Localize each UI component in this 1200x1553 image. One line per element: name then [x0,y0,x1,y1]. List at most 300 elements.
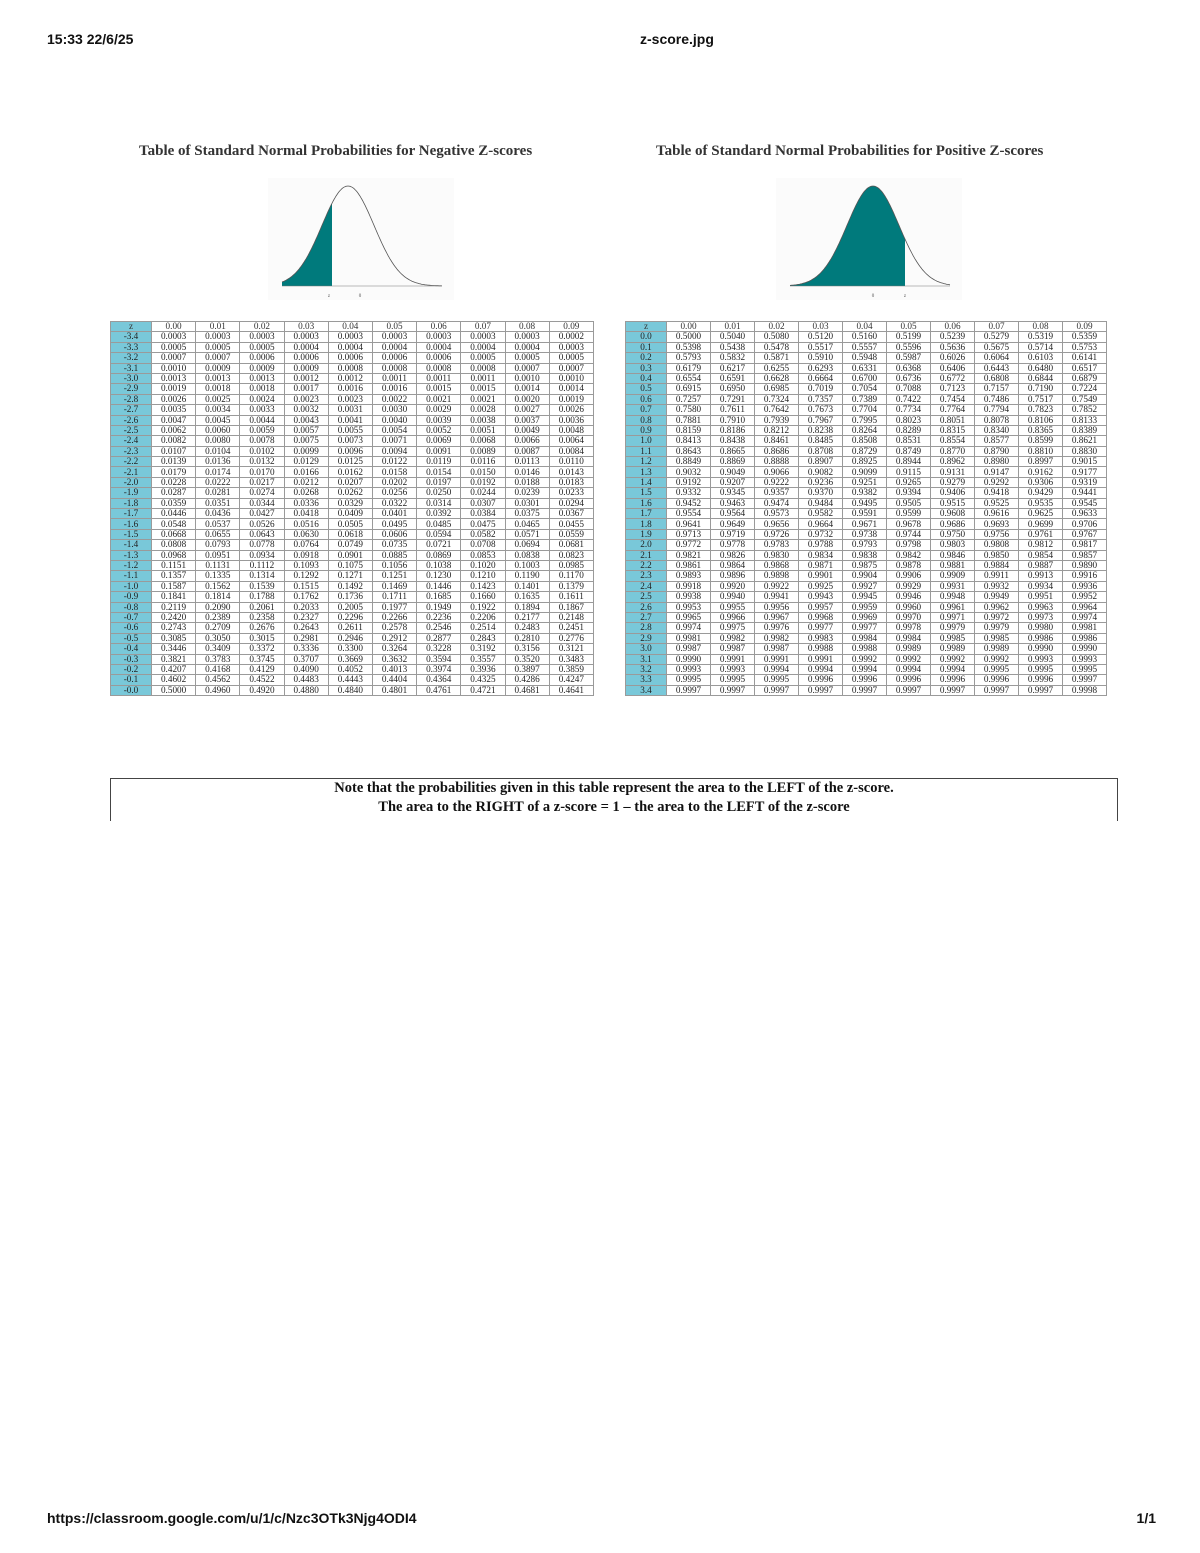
probability-cell: 0.0031 [328,405,372,415]
z-value-cell: 1.1 [626,446,667,456]
probability-cell: 0.0009 [196,363,240,373]
probability-cell: 0.8749 [887,446,931,456]
probability-cell: 0.0217 [240,477,284,487]
probability-cell: 0.9961 [931,602,975,612]
probability-cell: 0.0068 [461,436,505,446]
probability-cell: 0.9591 [843,509,887,519]
z-value-cell: 2.5 [626,592,667,602]
probability-cell: 0.9911 [975,571,1019,581]
probability-cell: 0.9306 [1019,477,1063,487]
probability-cell: 0.5319 [1019,332,1063,342]
probability-cell: 0.9987 [667,644,711,654]
z-value-cell: 0.6 [626,394,667,404]
probability-cell: 0.9988 [799,644,843,654]
probability-cell: 0.0003 [328,332,372,342]
z-value-cell: -3.0 [111,373,152,383]
probability-cell: 0.0110 [549,457,593,467]
probability-cell: 0.9990 [667,654,711,664]
probability-cell: 0.0239 [505,488,549,498]
probability-cell: 0.9987 [711,644,755,654]
probability-cell: 0.3015 [240,633,284,643]
z-value-cell: -3.1 [111,363,152,373]
probability-cell: 0.9976 [755,623,799,633]
probability-cell: 0.9884 [975,560,1019,570]
probability-cell: 0.2119 [152,602,196,612]
probability-cell: 0.9992 [931,654,975,664]
probability-cell: 0.2033 [284,602,328,612]
probability-cell: 0.6808 [975,373,1019,383]
probability-cell: 0.4286 [505,675,549,685]
table-row [626,675,1107,685]
probability-cell: 0.0721 [417,540,461,550]
probability-cell: 0.2296 [328,612,372,622]
probability-cell: 0.9896 [711,571,755,581]
probability-cell: 0.0003 [461,332,505,342]
probability-cell: 0.9812 [1019,540,1063,550]
probability-cell: 0.9997 [843,685,887,695]
probability-cell: 0.0446 [152,509,196,519]
probability-cell: 0.0192 [461,477,505,487]
probability-cell: 0.1003 [505,560,549,570]
z-value-cell: 3.4 [626,685,667,695]
probability-cell: 0.0064 [549,436,593,446]
probability-cell: 0.0087 [505,446,549,456]
probability-cell: 0.9798 [887,540,931,550]
probability-cell: 0.9750 [931,529,975,539]
probability-cell: 0.9370 [799,488,843,498]
probability-cell: 0.9678 [887,519,931,529]
z-value-cell: -1.9 [111,488,152,498]
probability-cell: 0.0004 [461,342,505,352]
column-header: 0.01 [711,322,755,332]
probability-cell: 0.9972 [975,612,1019,622]
probability-cell: 0.3156 [505,644,549,654]
probability-cell: 0.1423 [461,581,505,591]
probability-cell: 0.8212 [755,425,799,435]
probability-cell: 0.0934 [240,550,284,560]
probability-cell: 0.9982 [711,633,755,643]
probability-cell: 0.1093 [284,560,328,570]
probability-cell: 0.5000 [667,332,711,342]
probability-cell: 0.3821 [152,654,196,664]
probability-cell: 0.1867 [549,602,593,612]
probability-cell: 0.0004 [417,342,461,352]
probability-cell: 0.2206 [461,612,505,622]
probability-cell: 0.1446 [417,581,461,591]
table-row [111,425,594,435]
probability-cell: 0.7517 [1019,394,1063,404]
probability-cell: 0.9147 [975,467,1019,477]
probability-cell: 0.2236 [417,612,461,622]
z-value-cell: -0.8 [111,602,152,612]
probability-cell: 0.0016 [372,384,416,394]
z-value-cell: 1.2 [626,457,667,467]
z-value-cell: -1.2 [111,560,152,570]
probability-cell: 0.3050 [196,633,240,643]
probability-cell: 0.9989 [931,644,975,654]
probability-cell: 0.0099 [284,446,328,456]
table-row [626,581,1107,591]
probability-cell: 0.4207 [152,664,196,674]
z-value-cell: -0.0 [111,685,152,695]
probability-cell: 0.7054 [843,384,887,394]
probability-cell: 0.0367 [549,509,593,519]
probability-cell: 0.9985 [975,633,1019,643]
probability-cell: 0.8340 [975,425,1019,435]
probability-cell: 0.0202 [372,477,416,487]
probability-cell: 0.8315 [931,425,975,435]
probability-cell: 0.8708 [799,446,843,456]
probability-cell: 0.9997 [975,685,1019,695]
table-row [111,498,594,508]
probability-cell: 0.9319 [1063,477,1107,487]
probability-cell: 0.2776 [549,633,593,643]
z-value-cell: 2.8 [626,623,667,633]
probability-cell: 0.0002 [549,332,593,342]
table-row [111,675,594,685]
z-value-cell: 1.4 [626,477,667,487]
probability-cell: 0.0287 [152,488,196,498]
probability-cell: 0.3300 [328,644,372,654]
probability-cell: 0.9222 [755,477,799,487]
table-header-row [111,322,594,332]
table-row [626,342,1107,352]
probability-cell: 0.5438 [711,342,755,352]
column-header: 0.08 [1019,322,1063,332]
probability-cell: 0.1562 [196,581,240,591]
positive-normal-curve-figure [776,178,962,300]
probability-cell: 0.2546 [417,623,461,633]
probability-cell: 0.9505 [887,498,931,508]
probability-cell: 0.0005 [196,342,240,352]
probability-cell: 0.0113 [505,457,549,467]
probability-cell: 0.0041 [328,415,372,425]
probability-cell: 0.8944 [887,457,931,467]
probability-cell: 0.9032 [667,467,711,477]
z-value-cell: 0.1 [626,342,667,352]
z-value-cell: -2.7 [111,405,152,415]
probability-cell: 0.0078 [240,436,284,446]
probability-cell: 0.1251 [372,571,416,581]
probability-cell: 0.7549 [1063,394,1107,404]
probability-cell: 0.6217 [711,363,755,373]
probability-cell: 0.9956 [755,602,799,612]
probability-cell: 0.0274 [240,488,284,498]
probability-cell: 0.9732 [799,529,843,539]
probability-cell: 0.4090 [284,664,328,674]
probability-cell: 0.0582 [461,529,505,539]
probability-cell: 0.8106 [1019,415,1063,425]
probability-cell: 0.0314 [417,498,461,508]
probability-cell: 0.4681 [505,685,549,695]
z-value-cell: 0.3 [626,363,667,373]
probability-cell: 0.9452 [667,498,711,508]
page-number: 1/1 [1136,1510,1156,1526]
probability-cell: 0.6736 [887,373,931,383]
z-value-cell: -2.8 [111,394,152,404]
probability-cell: 0.9554 [667,509,711,519]
probability-cell: 0.9846 [931,550,975,560]
probability-cell: 0.9854 [1019,550,1063,560]
probability-cell: 0.9495 [843,498,887,508]
probability-cell: 0.6985 [755,384,799,394]
probability-cell: 0.0359 [152,498,196,508]
probability-cell: 0.9974 [667,623,711,633]
probability-cell: 0.1492 [328,581,372,591]
probability-cell: 0.8508 [843,436,887,446]
probability-cell: 0.0021 [417,394,461,404]
probability-cell: 0.9959 [843,602,887,612]
probability-cell: 0.9996 [931,675,975,685]
probability-cell: 0.9971 [931,612,975,622]
column-header: 0.04 [843,322,887,332]
probability-cell: 0.0003 [505,332,549,342]
print-filename: z-score.jpg [640,31,714,47]
probability-cell: 0.9793 [843,540,887,550]
probability-cell: 0.9564 [711,509,755,519]
probability-cell: 0.9946 [887,592,931,602]
probability-cell: 0.0505 [328,519,372,529]
probability-cell: 0.0039 [417,415,461,425]
probability-cell: 0.9162 [1019,467,1063,477]
probability-cell: 0.7642 [755,405,799,415]
probability-cell: 0.0256 [372,488,416,498]
z-value-cell: -2.6 [111,415,152,425]
probability-cell: 0.0030 [372,405,416,415]
z-value-cell: -1.8 [111,498,152,508]
probability-cell: 0.0069 [417,436,461,446]
probability-cell: 0.8980 [975,457,1019,467]
probability-cell: 0.6255 [755,363,799,373]
probability-cell: 0.0008 [461,363,505,373]
probability-cell: 0.2061 [240,602,284,612]
z-value-cell: -1.0 [111,581,152,591]
probability-cell: 0.9932 [975,581,1019,591]
probability-cell: 0.9989 [887,644,931,654]
probability-cell: 0.5160 [843,332,887,342]
probability-cell: 0.9778 [711,540,755,550]
probability-cell: 0.5040 [711,332,755,342]
probability-cell: 0.9913 [1019,571,1063,581]
probability-cell: 0.6517 [1063,363,1107,373]
probability-cell: 0.9984 [887,633,931,643]
probability-cell: 0.9857 [1063,550,1107,560]
probability-cell: 0.6368 [887,363,931,373]
probability-cell: 0.0351 [196,498,240,508]
probability-cell: 0.3594 [417,654,461,664]
probability-cell: 0.9953 [667,602,711,612]
table-row [111,363,594,373]
probability-cell: 0.0294 [549,498,593,508]
probability-cell: 0.5910 [799,353,843,363]
table-row [111,571,594,581]
probability-cell: 0.9997 [799,685,843,695]
table-row [626,363,1107,373]
probability-cell: 0.2709 [196,623,240,633]
probability-cell: 0.8621 [1063,436,1107,446]
probability-cell: 0.7224 [1063,384,1107,394]
probability-cell: 0.9875 [843,560,887,570]
probability-cell: 0.1515 [284,581,328,591]
table-row [111,519,594,529]
probability-cell: 0.0233 [549,488,593,498]
z-value-cell: 3.1 [626,654,667,664]
probability-cell: 0.9973 [1019,612,1063,622]
probability-cell: 0.1230 [417,571,461,581]
table-row [626,529,1107,539]
probability-cell: 0.2877 [417,633,461,643]
probability-cell: 0.9418 [975,488,1019,498]
probability-cell: 0.0655 [196,529,240,539]
table-row [111,529,594,539]
probability-cell: 0.0024 [240,394,284,404]
probability-cell: 0.8238 [799,425,843,435]
probability-cell: 0.8159 [667,425,711,435]
probability-cell: 0.2912 [372,633,416,643]
probability-cell: 0.0869 [417,550,461,560]
probability-cell: 0.9382 [843,488,887,498]
probability-cell: 0.5517 [799,342,843,352]
z-value-cell: 1.9 [626,529,667,539]
z-value-cell: -0.5 [111,633,152,643]
probability-cell: 0.0006 [284,353,328,363]
probability-cell: 0.1112 [240,560,284,570]
probability-cell: 0.0005 [461,353,505,363]
probability-cell: 0.7257 [667,394,711,404]
probability-cell: 0.4641 [549,685,593,695]
probability-cell: 0.9995 [711,675,755,685]
z-value-cell: -2.0 [111,477,152,487]
table-row [626,623,1107,633]
probability-cell: 0.0150 [461,467,505,477]
probability-cell: 0.0344 [240,498,284,508]
probability-cell: 0.0885 [372,550,416,560]
probability-cell: 0.9997 [1063,675,1107,685]
probability-cell: 0.0005 [505,353,549,363]
probability-cell: 0.0011 [372,373,416,383]
probability-cell: 0.5557 [843,342,887,352]
probability-cell: 0.3707 [284,654,328,664]
probability-cell: 0.9990 [1063,644,1107,654]
probability-cell: 0.0003 [284,332,328,342]
probability-cell: 0.9887 [1019,560,1063,570]
probability-cell: 0.0003 [196,332,240,342]
z-value-cell: -3.3 [111,342,152,352]
probability-cell: 0.5987 [887,353,931,363]
table-row [111,623,594,633]
probability-cell: 0.0035 [152,405,196,415]
table-row [111,654,594,664]
z-value-cell: 2.7 [626,612,667,622]
probability-cell: 0.9991 [755,654,799,664]
table-row [626,498,1107,508]
probability-cell: 0.9940 [711,592,755,602]
probability-cell: 0.4052 [328,664,372,674]
probability-cell: 0.8051 [931,415,975,425]
probability-cell: 0.0003 [417,332,461,342]
probability-cell: 0.1814 [196,592,240,602]
probability-cell: 0.0012 [328,373,372,383]
probability-cell: 0.3483 [549,654,593,664]
probability-cell: 0.0009 [240,363,284,373]
probability-cell: 0.9664 [799,519,843,529]
probability-cell: 0.5793 [667,353,711,363]
table-row [626,540,1107,550]
probability-cell: 0.9916 [1063,571,1107,581]
probability-cell: 0.9991 [799,654,843,664]
z-value-cell: -2.5 [111,425,152,435]
probability-cell: 0.0037 [505,415,549,425]
probability-cell: 0.0013 [152,373,196,383]
probability-cell: 0.4602 [152,675,196,685]
probability-cell: 0.9881 [931,560,975,570]
z-value-cell: 0.0 [626,332,667,342]
probability-cell: 0.9993 [667,664,711,674]
probability-cell: 0.0104 [196,446,240,456]
probability-cell: 0.1401 [505,581,549,591]
probability-cell: 0.9945 [843,592,887,602]
probability-cell: 0.0016 [328,384,372,394]
probability-cell: 0.0136 [196,457,240,467]
probability-cell: 0.9995 [755,675,799,685]
probability-cell: 0.6554 [667,373,711,383]
probability-cell: 0.8186 [711,425,755,435]
probability-cell: 0.6026 [931,353,975,363]
z-value-cell: 1.5 [626,488,667,498]
probability-cell: 0.6293 [799,363,843,373]
z-value-cell: -1.1 [111,571,152,581]
probability-cell: 0.7580 [667,405,711,415]
probability-cell: 0.1170 [549,571,593,581]
probability-cell: 0.9952 [1063,592,1107,602]
probability-cell: 0.2981 [284,633,328,643]
probability-cell: 0.6480 [1019,363,1063,373]
probability-cell: 0.6103 [1019,353,1063,363]
z-value-cell: 2.1 [626,550,667,560]
probability-cell: 0.0017 [284,384,328,394]
probability-cell: 0.9970 [887,612,931,622]
probability-cell: 0.1922 [461,602,505,612]
probability-cell: 0.7123 [931,384,975,394]
probability-cell: 0.9957 [799,602,843,612]
table-row [111,581,594,591]
probability-cell: 0.8888 [755,457,799,467]
probability-cell: 0.8531 [887,436,931,446]
probability-cell: 0.0018 [240,384,284,394]
probability-cell: 0.3372 [240,644,284,654]
probability-cell: 0.7088 [887,384,931,394]
probability-cell: 0.9706 [1063,519,1107,529]
probability-cell: 0.8554 [931,436,975,446]
column-header: 0.09 [1063,322,1107,332]
probability-cell: 0.0853 [461,550,505,560]
table-row [111,612,594,622]
probability-cell: 0.9177 [1063,467,1107,477]
probability-cell: 0.3409 [196,644,240,654]
probability-cell: 0.2843 [461,633,505,643]
probability-cell: 0.3446 [152,644,196,654]
probability-cell: 0.0014 [505,384,549,394]
probability-cell: 0.9484 [799,498,843,508]
table-row [626,519,1107,529]
probability-cell: 0.0401 [372,509,416,519]
z-value-cell: 3.3 [626,675,667,685]
probability-cell: 0.0010 [505,373,549,383]
probability-cell: 0.9941 [755,592,799,602]
probability-cell: 0.1038 [417,560,461,570]
probability-cell: 0.0038 [461,415,505,425]
probability-cell: 0.1379 [549,581,593,591]
